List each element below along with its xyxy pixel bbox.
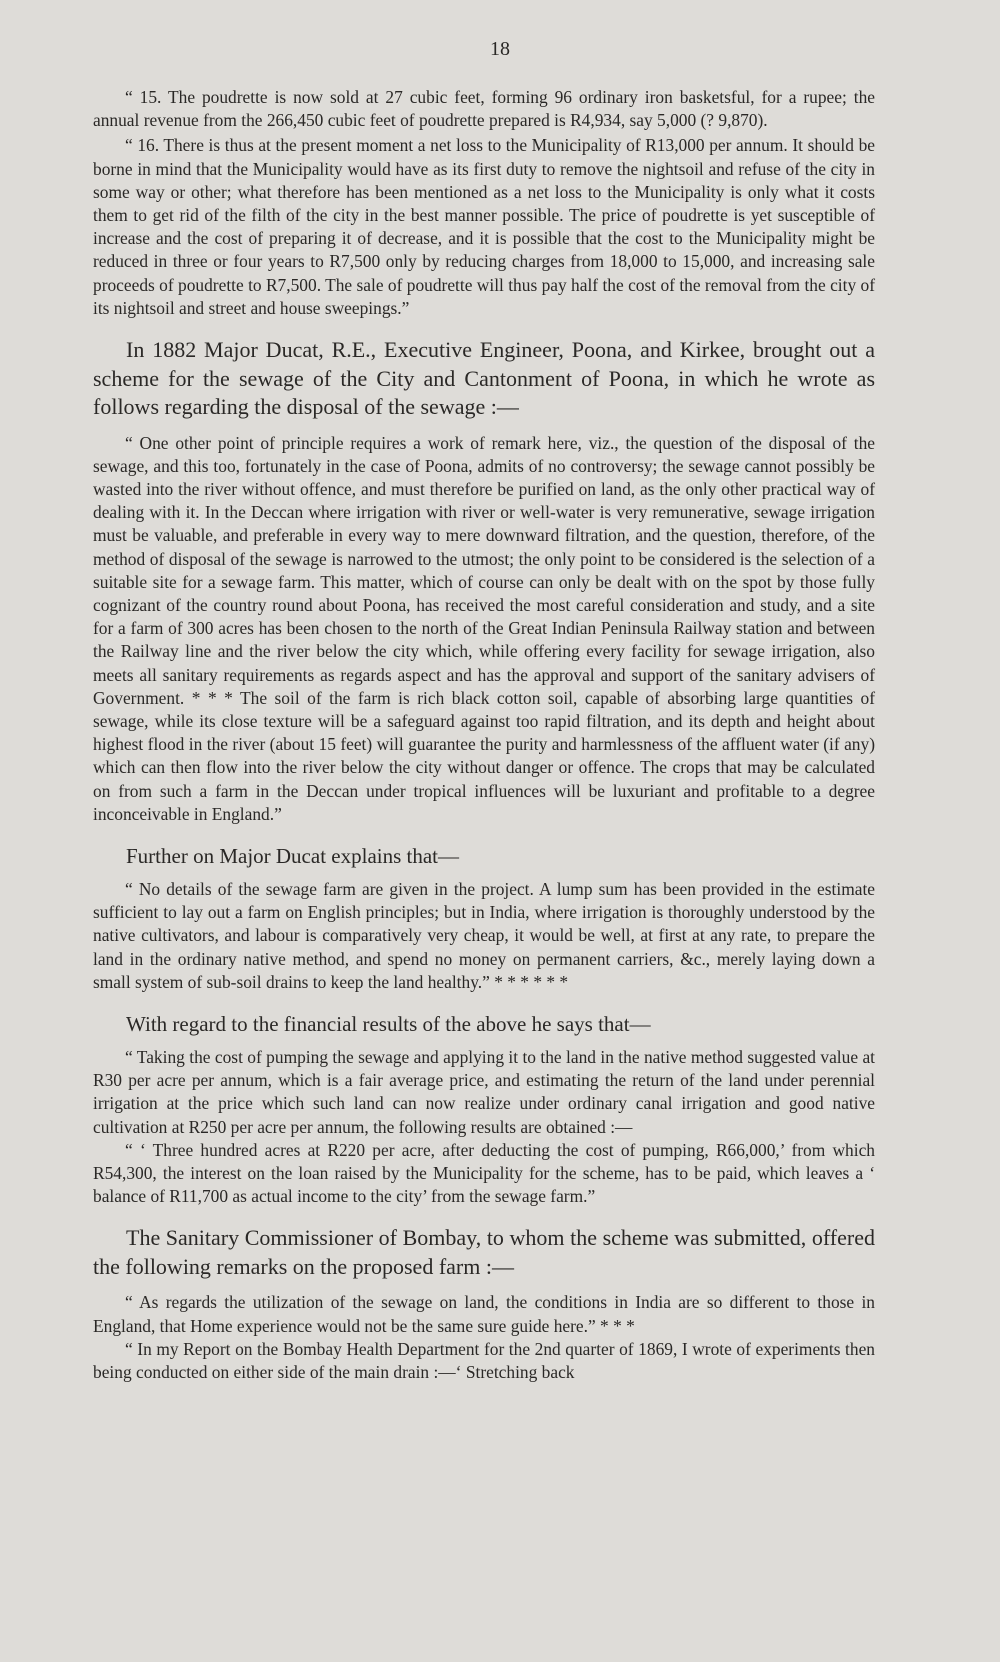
quote-paragraph-farm-details: “ No details of the sewage farm are given in the project. A lump sum has been provided in the estimate sufficient to lay out a farm on English principles; but in India, where irrigation is thoroughly understood by the native cultivators, and labour is comparatively very cheap, it would be well, at first at any rate, to prepare the land in the ordinary native method, and spend no money on permanent carriers, &c., merely laying down a small system of sub-soil drains to keep the land healthy.” * * * * * *: [93, 878, 875, 992]
page-body: [93, 86, 875, 1384]
subheading-further-on: Further on Major Ducat explains that—: [126, 843, 460, 868]
quote-paragraph-report-1869: “ In my Report on the Bombay Health Department for the 2nd quarter of 1869, I wrote of experiments then being conducted on either side of the main drain :—‘ Stretching back: [93, 1338, 875, 1383]
lead-paragraph-major-ducat: In 1882 Major Ducat, R.E., Executive Engineer, Poona, and Kirkee, brought out a scheme for the sewage of the City and Cantonment of Poona, in which he wrote as follows regarding the disposal of the sewage :—: [93, 337, 875, 420]
page-number: 18: [490, 38, 510, 60]
subheading-financial-results: With regard to the financial results of the above he says that—: [126, 1012, 651, 1036]
quote-paragraph-15: “ 15. The poudrette is now sold at 27 cubic feet, forming 96 ordinary iron basketsful, for a rupee; the annual revenue from the 266,450 cubic feet of poudrette prepared is R4,934, say 5,000 (? 9,870).: [93, 87, 875, 131]
quote-paragraph-utilization: “ As regards the utilization of the sewage on land, the conditions in India are so different to those in England, that Home experience would not be the same sure guide here.” * * *: [93, 1292, 875, 1336]
quote-paragraph-sewage-disposal: “ One other point of principle requires a work of remark here, viz., the question of the disposal of the sewage, and this too, fortunately in the case of Poona, admits of no controversy; the sewage cannot possibly be wasted into the river without offence, and must therefore be purified on land, as the only other practical way of dealing with it. In the Deccan where irrigation with river or well-water is very remunerative, sewage irrigation must be valuable, and preferable in every way to mere downward filtration, and the question, therefore, of the method of disposal of the sewage is narrowed to the utmost; the only point to be considered is the selection of a suitable site for a sewage farm. This matter, which of course can only be dealt with on the spot by those fully cognizant of the country round about Poona, has received the most careful consideration and study, and a site for a farm of 300 acres has been chosen to the north of the Great Indian Peninsula Railway station and between the Railway line and the river below the city which, while offering every facility for sewage irrigation, also meets all sanitary requirements as regards aspect and has the approval and support of the sanitary advisers of Government. * * * The soil of the farm is rich black cotton soil, capable of absorbing large quantities of sewage, while its close texture will be a safeguard against too rapid filtration, and its depth and height about highest flood in the river (about 15 feet) will guarantee the purity and harmlessness of the affluent water (if any) which can then flow into the river below the city without danger or offence. The crops that may be calculated on from such a farm in the Deccan under tropical influences will be luxuriant and profitable to a degree inconceivable in England.”: [93, 432, 875, 824]
quote-paragraph-three-hundred-acres: “ ‘ Three hundred acres at R220 per acre, after deducting the cost of pumping, R66,000,’ from which R54,300, the interest on the loan raised by the Municipality for the scheme, has to be paid, which leaves a ‘ balance of R11,700 as actual income to the city’ from the sewage farm.”: [93, 1139, 875, 1207]
quote-paragraph-pumping-cost: “ Taking the cost of pumping the sewage and applying it to the land in the native method suggested value at R30 per acre per annum, which is a fair average price, and estimating the return of the land under perennial irrigation at the price which such land can now realize under ordinary canal irrigation and good native cultivation at R250 per acre per annum, the following results are obtained :—: [93, 1047, 875, 1137]
lead-paragraph-sanitary-commissioner: The Sanitary Commissioner of Bombay, to whom the scheme was submitted, offered the following remarks on the proposed farm :—: [93, 1225, 875, 1279]
quote-paragraph-16: “ 16. There is thus at the present moment a net loss to the Municipality of R13,000 per annum. It should be borne in mind that the Municipality would have as its first duty to remove the nightsoil and refuse of the city in some way or other; what therefore has been mentioned as a net loss to the Municipality is only what it costs them to get rid of the filth of the city in the best manner possible. The price of poudrette is yet susceptible of increase and the cost of preparing it of decrease, and it is possible that the cost to the Municipality might be reduced in three or four years to R7,500 only by reducing charges from 18,000 to 15,000, and increasing sale proceeds of poudrette to R7,500. The sale of poudrette will thus pay half the cost of the removal from the city of its nightsoil and street and house sweepings.”: [93, 135, 875, 318]
